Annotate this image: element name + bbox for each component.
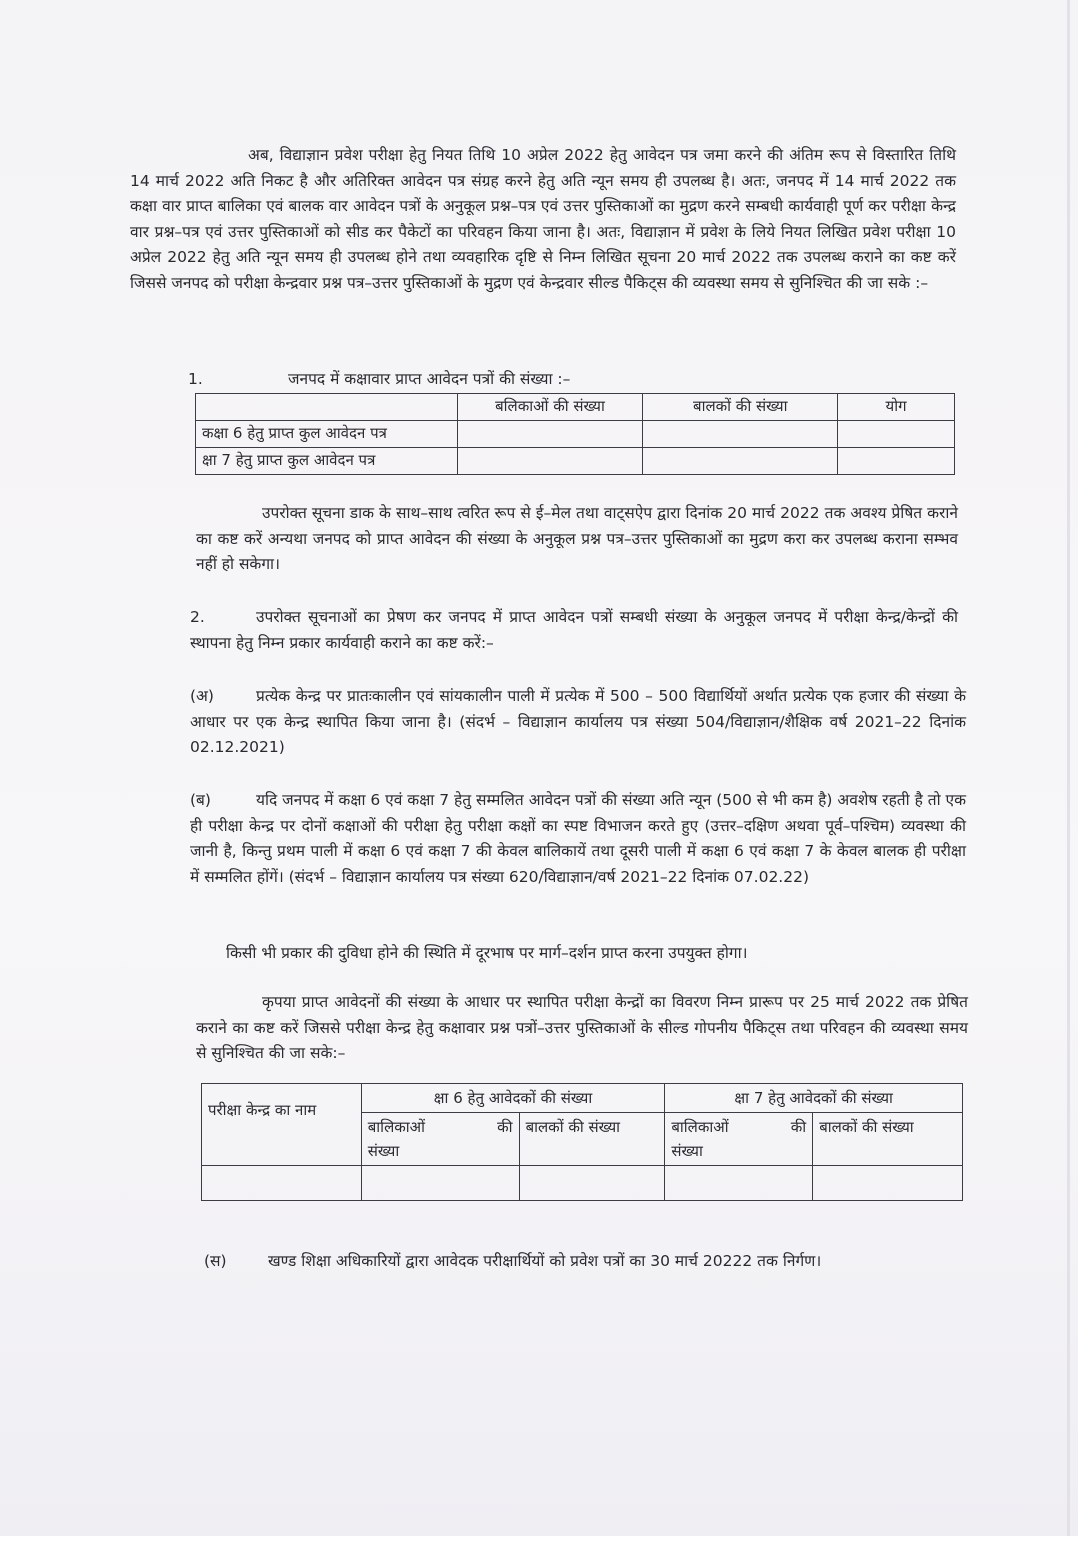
item-2-text: उपरोक्त सूचनाओं का प्रेषण कर जनपद में प्राप्त आवेदन पत्रों सम्बधी संख्या के अनुकूल जनपद में परीक्षा केन्द्र/केन्द्रों की स्थापना हेतु निम्न प्रकार कार्यवाही कराने का कष्ट करें:–	[190, 608, 958, 652]
table-cell: कक्षा 6 हेतु प्राप्त कुल आवेदन पत्र	[196, 421, 458, 448]
clause-s-text: खण्ड शिक्षा अधिकारियों द्वारा आवेदक परीक्षार्थियों को प्रवेश पत्रों का 30 मार्च 20222 तक निर्गण।	[268, 1252, 822, 1270]
table-cell	[643, 421, 838, 448]
centre-details-paragraph: कृपया प्राप्त आवेदनों की संख्या के आधार पर स्थापित परीक्षा केन्द्रों का विवरण निम्न प्रारूप पर 25 मार्च 2022 तक प्रेषित कराने का कष्ट करें जिससे परीक्षा केन्द्र हेतु कक्षावार प्रश्न पत्रों–उत्तर पुस्तिकाओं के सील्ड गोपनीय पैकिट्स तथा परिवहन की व्यवस्था समय से सुनिश्चित की जा सके:–	[196, 993, 968, 1062]
girls-label-count: संख्या	[367, 1142, 400, 1160]
clause-b-text: यदि जनपद में कक्षा 6 एवं कक्षा 7 हेतु सम्मलित आवेदन पत्रों की संख्या अति न्यून (500 से भी कम है) अवशेष रहती है तो एक ही परीक्षा केन्द्र पर दोनों कक्षाओं की परीक्षा हेतु परीक्षा कक्षों का स्पष्ट विभाजन करते हुए (उत्तर–दक्षिण अथवा पूर्व–पश्चिम) व्यवस्था की जानी है, किन्तु प्रथम पाली में कक्षा 6 एवं कक्षा 7 की केवल बालिकायें तथा दूसरी पाली में कक्षा 6 एवं कक्षा 7 के केवल बालक ही परीक्षा में सम्मलित होंगें। (संदर्भ – विद्याज्ञान कार्यालय पत्र संख्या 620/विद्याज्ञान/वर्ष 2021–22 दिनांक 07.02.22)	[190, 791, 966, 886]
girls-count-header	[361, 1113, 519, 1166]
item-1-text: जनपद में कक्षावार प्राप्त आवेदन पत्रों की संख्या :–	[288, 370, 571, 388]
girls-label: बालिकाओं	[367, 1118, 425, 1136]
item-1-number: 1.	[188, 370, 203, 388]
table-cell	[813, 1166, 963, 1201]
clause-a-text: प्रत्येक केन्द्र पर प्रातःकालीन एवं सांयकालीन पाली में प्रत्येक में 500 – 500 विद्यार्थियों अर्थात प्रत्येक एक हजार की संख्या के आधार पर एक केन्द्र स्थापित किया जाना है। (संदर्भ – विद्याज्ञान कार्यालय पत्र संख्या 504/विद्याज्ञान/शैक्षिक वर्ष 2021–22 दिनांक 02.12.2021)	[190, 687, 966, 756]
guidance-notice: किसी भी प्रकार की दुविधा होने की स्थिति में दूरभाष पर मार्ग–दर्शन प्राप्त करना उपयुक्त होगा।	[226, 944, 748, 962]
table-cell	[361, 1166, 519, 1201]
table-cell	[457, 448, 643, 475]
table-header-cell: बालकों की संख्या	[643, 394, 838, 421]
clause-s-line	[204, 1249, 821, 1274]
class-6-header: क्षा 6 हेतु आवेदकों की संख्या	[361, 1084, 665, 1113]
clause-b-paragraph	[190, 788, 966, 890]
clause-b-tag: (ब)	[190, 791, 211, 809]
girls-count-header	[665, 1113, 813, 1166]
table-cell	[838, 448, 955, 475]
table-cell	[519, 1166, 665, 1201]
girls-label: बालिकाओं	[671, 1118, 729, 1136]
item-1-heading	[188, 367, 570, 392]
table-row	[196, 421, 955, 448]
clause-a-tag: (अ)	[190, 687, 214, 705]
table-header-cell: बलिकाओं की संख्या	[457, 394, 643, 421]
table-header-row	[202, 1084, 963, 1113]
table-header-cell	[196, 394, 458, 421]
class-7-header: क्षा 7 हेतु आवेदकों की संख्या	[665, 1084, 963, 1113]
girls-label-count: संख्या	[671, 1142, 703, 1160]
table-cell	[457, 421, 643, 448]
clause-a-paragraph	[190, 684, 966, 761]
table-cell	[665, 1166, 813, 1201]
applications-count-table	[195, 393, 955, 475]
item-2-number: 2.	[190, 608, 205, 626]
dispatch-paragraph: उपरोक्त सूचना डाक के साथ–साथ त्वरित रूप से ई–मेल तथा वाट्सऐप द्वारा दिनांक 20 मार्च 2022 तक अवश्य प्रेषित कराने का कष्ट करें अन्यथा जनपद को प्राप्त आवेदन की संख्या के अनुकूल प्रश्न पत्र–उत्तर पुस्तिकाओं का मुद्रण करा कर उपलब्ध कराना सम्भव नहीं हो सकेगा।	[196, 504, 958, 573]
table-cell	[202, 1166, 362, 1201]
intro-paragraph: अब, विद्याज्ञान प्रवेश परीक्षा हेतु नियत तिथि 10 अप्रेल 2022 हेतु आवेदन पत्र जमा करने की अंतिम रूप से विस्तारित तिथि 14 मार्च 2022 अति निकट है और अतिरिक्त आवेदन पत्र संग्रह करने हेतु अति न्यून समय ही उपलब्ध है। अतः, जनपद में 14 मार्च 2022 तक कक्षा वार प्राप्त बालिका एवं बालक वार आवेदन पत्रों के अनुकूल प्रश्न–पत्र एवं उत्तर पुस्तिकाओं का मुद्रण करने सम्बधी कार्यवाही पूर्ण कर परीक्षा केन्द्र वार प्रश्न–पत्र एवं उत्तर पुस्तिकाओं को सीड कर पैकेटों का परिवहन किया जाना है। अतः, विद्याज्ञान में प्रवेश के लिये नियत लिखित प्रवेश परीक्षा 10 अप्रेल 2022 हेतु अति न्यून समय ही उपलब्ध होने तथा व्यवहारिक दृष्टि से निम्न लिखित सूचना 20 मार्च 2022 तक उपलब्ध कराने का कष्ट करें जिससे जनपद को परीक्षा केन्द्रवार प्रश्न पत्र–उत्तर पुस्तिकाओं के मुद्रण एवं केन्द्रवार सील्ड पैकिट्स की व्यवस्था समय से सुनिश्चित की जा सके :–	[130, 146, 956, 292]
exam-centre-table	[201, 1083, 963, 1201]
table-cell	[838, 421, 955, 448]
page-bottom-margin	[0, 1536, 1078, 1550]
table-cell: क्षा 7 हेतु प्राप्त कुल आवेदन पत्र	[196, 448, 458, 475]
clause-s-tag: (स)	[204, 1252, 227, 1270]
boys-count-header: बालकों की संख्या	[813, 1113, 963, 1166]
girls-label-of: की	[497, 1118, 513, 1136]
table-row	[196, 448, 955, 475]
table-row	[202, 1166, 963, 1201]
page-edge	[1067, 0, 1070, 1550]
item-2-paragraph	[190, 605, 958, 656]
table-header-row	[196, 394, 955, 421]
girls-label-of: की	[790, 1118, 807, 1136]
boys-count-header: बालकों की संख्या	[519, 1113, 665, 1166]
centre-name-header: परीक्षा केन्द्र का नाम	[202, 1084, 362, 1166]
table-cell	[643, 448, 838, 475]
table-header-cell: योग	[838, 394, 955, 421]
